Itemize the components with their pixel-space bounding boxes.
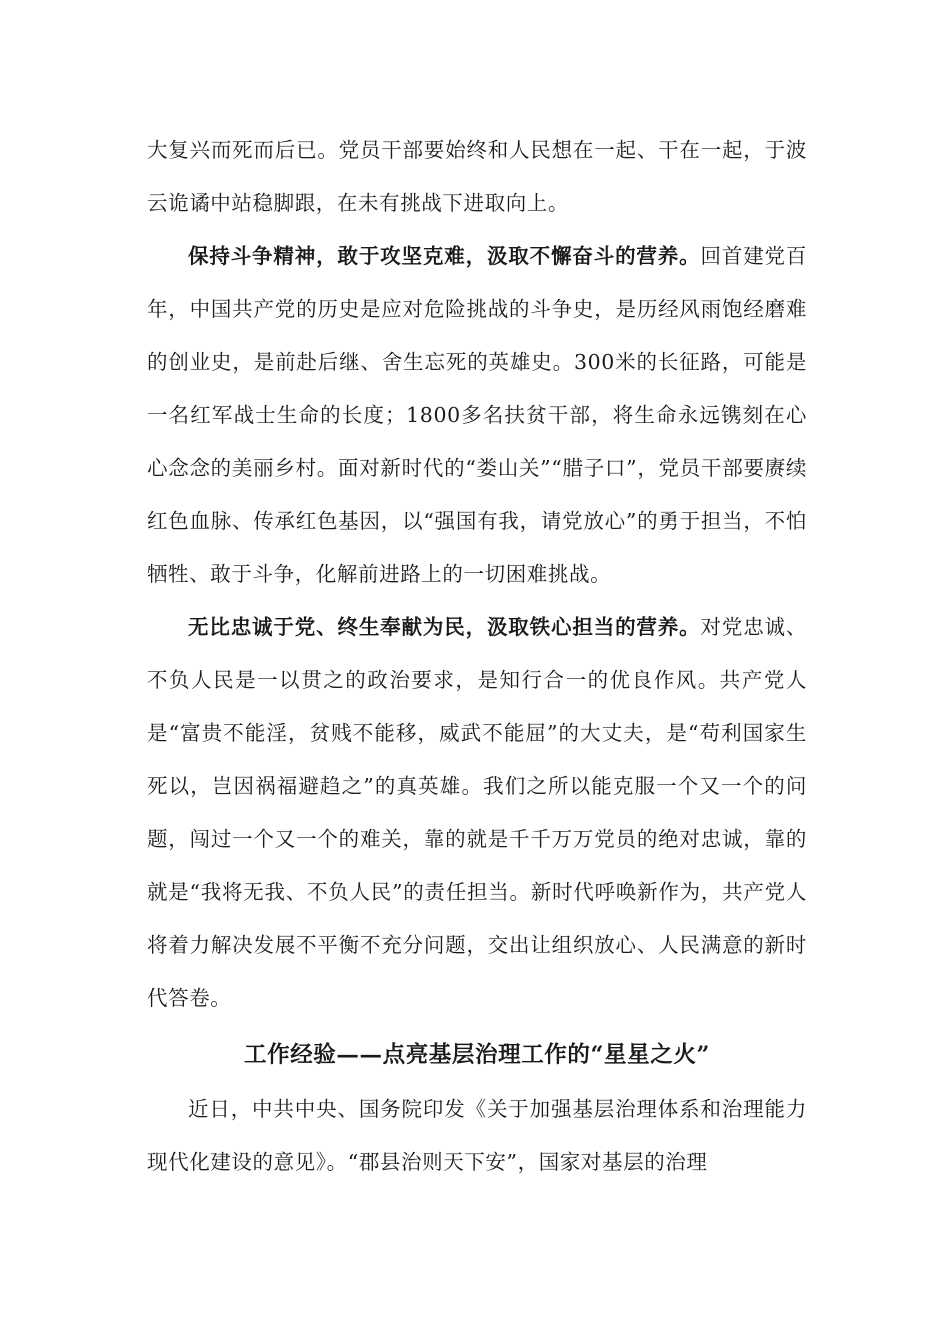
- paragraph-intro: [147, 1083, 807, 1189]
- paragraph-text: 近日，中共中央、国务院印发《关于加强基层治理体系和治理能力现代化建设的意见》。“郡县治则天下安”，国家对基层的治理: [147, 1097, 807, 1174]
- paragraph-lead: 保持斗争精神，敢于攻坚克难，汲取不懈奋斗的营养。: [188, 244, 701, 268]
- paragraph-struggle-spirit: [147, 230, 807, 601]
- paragraph-text: 大复兴而死而后已。党员干部要始终和人民想在一起、干在一起，于波云诡谲中站稳脚跟，在未有挑战下进取向上。: [147, 138, 807, 215]
- paragraph-text: 对党忠诚、不负人民是一以贯之的政治要求，是知行合一的优良作风。共产党人是“富贵不能淫，贫贱不能移，威武不能屈”的大丈夫，是“苟利国家生死以，岂因祸福避趋之”的真英雄。我们之所以能克服一个又一个的问题，闯过一个又一个的难关，靠的就是千千万万党员的绝对忠诚，靠的就是“我将无我、不负人民”的责任担当。新时代呼唤新作为，共产党人将着力解决发展不平衡不充分问题，交出让组织放心、人民满意的新时代答卷。: [147, 615, 807, 1010]
- paragraph-lead: 无比忠诚于党、终生奉献为民，汲取铁心担当的营养。: [188, 615, 701, 639]
- paragraph-continuation: [147, 124, 807, 230]
- section-heading: 工作经验——点亮基层治理工作的“星星之火”: [244, 1042, 710, 1068]
- document-page: [147, 124, 807, 1189]
- paragraph-loyalty: [147, 601, 807, 1025]
- paragraph-text: 回首建党百年，中国共产党的历史是应对危险挑战的斗争史，是历经风雨饱经磨难的创业史，是前赴后继、舍生忘死的英雄史。300米的长征路，可能是一名红军战士生命的长度；1800多名扶贫干部，将生命永远镌刻在心心念念的美丽乡村。面对新时代的“娄山关”“腊子口”，党员干部要赓续红色血脉、传承红色基因，以“强国有我，请党放心”的勇于担当，不怕牺牲、敢于斗争，化解前进路上的一切困难挑战。: [147, 244, 807, 586]
